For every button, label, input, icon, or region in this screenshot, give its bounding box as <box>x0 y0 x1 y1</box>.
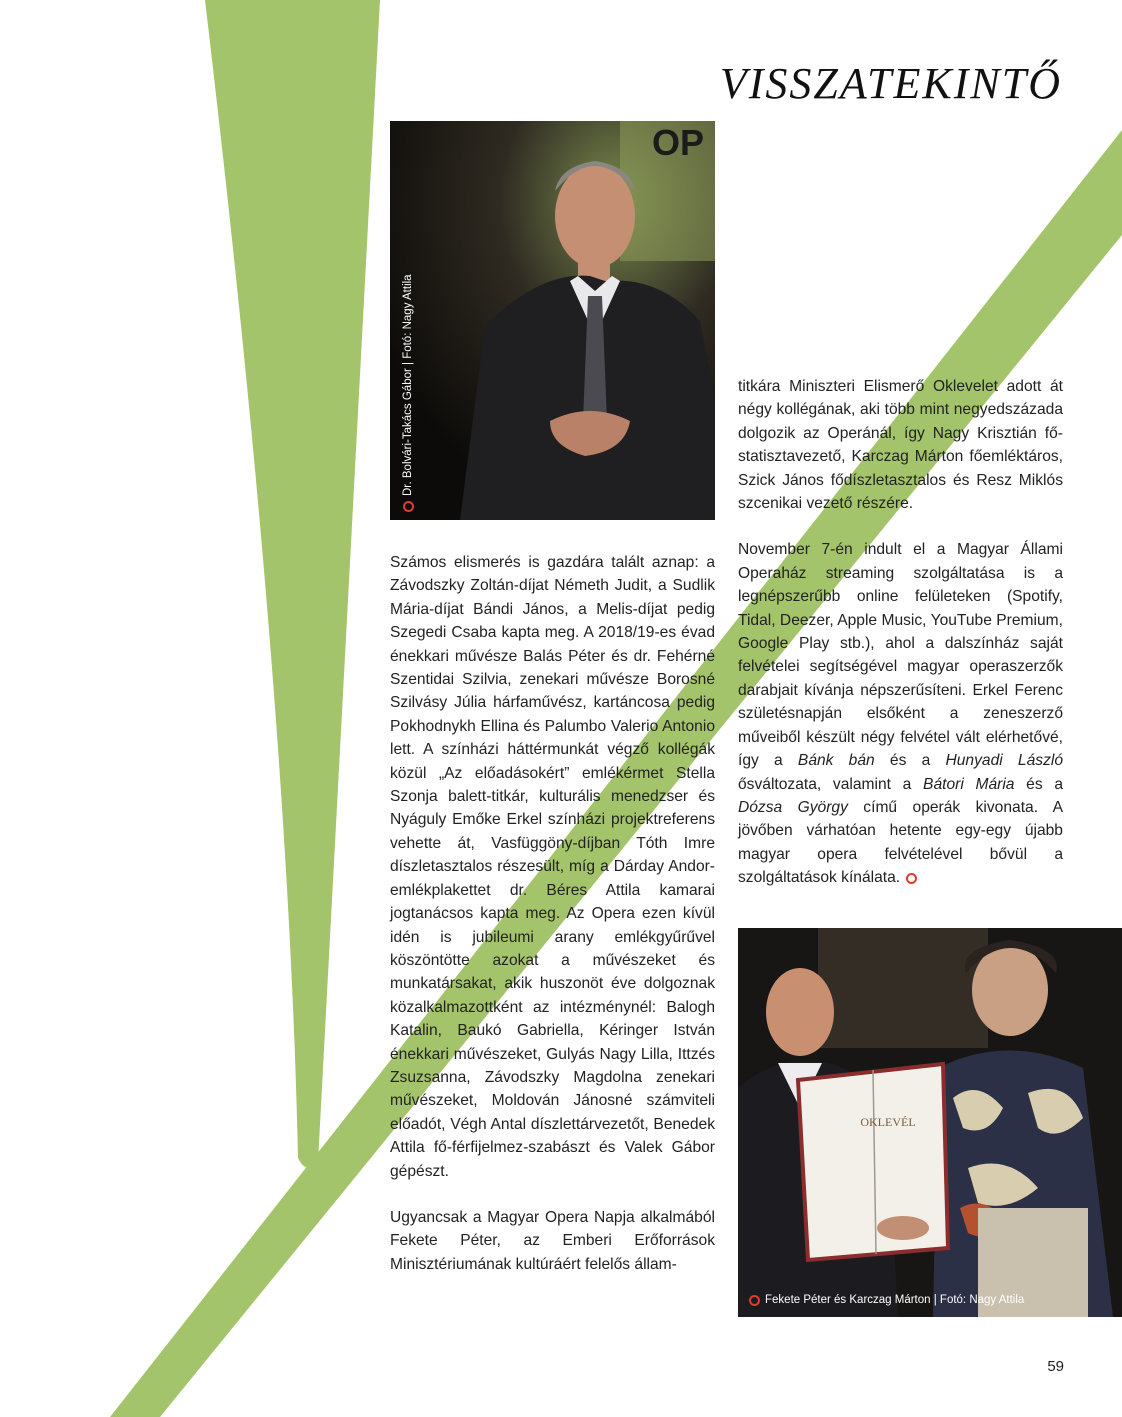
page-number: 59 <box>1047 1358 1064 1375</box>
right-paragraph-2-text-e: című operák kivonata. A jövőben várhatóan hetente egy-egy újabb magyar opera felvételével bővül a szolgáltatások kínálata. <box>738 798 1063 887</box>
left-paragraph-2: Ugyancsak a Magyar Opera Napja alkalmából Fekete Péter, az Emberi Erőforrások Minisztériumának kultúráért felelős állam- <box>390 1208 715 1273</box>
background-logo-text: OP <box>652 122 705 163</box>
left-paragraph-1: Számos elismerés is gazdára talált aznap: a Závodszky Zoltán-díjat Németh Judit, a Sudlik Mária-díjat Bándi János, a Melis-díjat pedig Szegedi Csaba kapta meg. A 2018/19-es évad énekkari művésze Balás Péter és dr. Fehérné Szentidai Szilvia, zenekari művésze Borosné Szilvásy Júlia hárfaművész, kartáncosa pedig Pokhodnykh Ellina és Palumbo Valerio Antonio lett. A színházi háttérmunkát végző kollégák közül „Az előadásokért” emlékérmet Stella Szonja balett-titkár, kulturális menedzser és Nyáguly Emőke Erkel színházi projektreferens vehette át, Vasfüggöny-díjban Tóth Imre díszletasztalos részesült, míg a Dárday Andor-emlékplakettet dr. Béres Attila kamarai jogtanácsos kapta meg. Az Opera ezen kívül idén is jubileumi arany emlékgyűrűvel köszöntötte azokat a művészeket és munkatársakat, akik huszonöt éve dolgoznak közalkalmazottként az intézménynél: Balogh Katalin, Baukó Gabriella, Kéringer István énekkari művészeket, Gulyás Nagy Lilla, Ittzés Zsuzsanna, Závodszky Magdolna zenekari művészeket, Moldován Jánosné számviteli előadót, Végh Antal díszlettárvezetőt, Benedek Attila fő-férfijelmez-szabászt és Valek Gábor gépészt. <box>390 554 715 1180</box>
right-paragraph-1: titkára Miniszteri Elismerő Oklevelet adott át négy kollégának, aki több mint negyedszázada dolgozik az Operánál, így Nagy Krisztián fő-statisztavezető, Karczag Márton főemléktáros, Szick János fődíszletasztalos és Resz Miklós szcenikai vezető részére. <box>738 378 1063 513</box>
caption-marker-icon <box>403 501 414 512</box>
photo-portrait-caption-text: Dr. Bolvári-Takács Gábor | Fotó: Nagy Attila <box>402 274 414 496</box>
left-text-column <box>390 551 715 1276</box>
caption-marker-icon <box>749 1295 760 1306</box>
photo-portrait-caption <box>398 267 418 512</box>
right-text-column <box>738 375 1063 890</box>
photo-award-caption <box>749 1294 1024 1306</box>
opera-title-batori-maria: Bátori Mária <box>923 775 1015 793</box>
right-paragraph-2-text-b: és a <box>874 752 946 770</box>
opera-title-hunyadi-laszlo: Hunyadi László <box>945 752 1064 770</box>
opera-title-bank-ban: Bánk bán <box>797 752 875 770</box>
article-end-marker-icon <box>906 873 917 884</box>
opera-title-dozsa-gyorgy: Dózsa György <box>738 798 848 816</box>
right-paragraph-2-text-a: November 7-én indult el a Magyar Állami Operaház streaming szolgáltatása is a legnépszerűbb online felületeken (Spotify, Tidal, Deezer, Apple Music, YouTube Premium, Google Play stb.), ahol a dalszínház saját felvételei segítségével magyar operaszerzők darabjait kívánja népszerűsíteni. Erkel Ferenc születésnapján elsőként a zeneszerző műveiből készült négy felvétel vált elérhetővé, így a <box>738 541 1063 770</box>
photo-portrait <box>390 121 715 520</box>
right-paragraph-2-text-c: ősváltozata, valamint a <box>738 775 924 793</box>
award-ceremony-image <box>738 928 1122 1317</box>
section-title: VISSZATEKINTŐ <box>719 59 1062 108</box>
decorative-v-left-stroke <box>205 0 380 1168</box>
right-paragraph-2-text-d: és a <box>1014 775 1064 793</box>
right-paragraph-2 <box>738 538 1063 889</box>
certificate-title: OKLEVÉL <box>860 1115 916 1129</box>
photo-award-caption-text: Fekete Péter és Karczag Márton | Fotó: Nagy Attila <box>765 1294 1025 1306</box>
portrait-image <box>390 121 715 520</box>
photo-award-ceremony <box>738 928 1122 1317</box>
